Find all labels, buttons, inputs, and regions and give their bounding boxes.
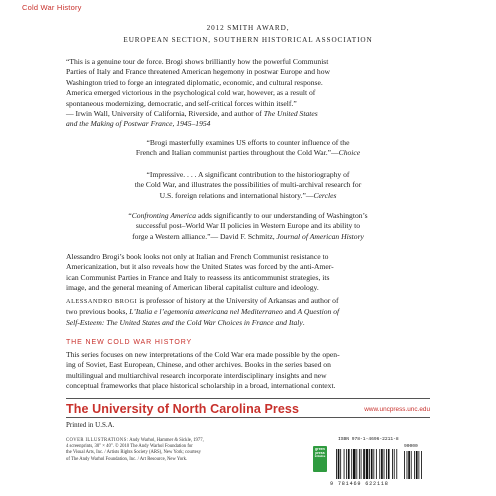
award-line-1: 2012 SMITH AWARD, [206, 24, 290, 32]
printed-in: Printed in U.S.A. [66, 421, 115, 429]
quote-line: Parties of Italy and France threatened American hegemony in postwar Europe and how [66, 67, 331, 77]
quote-line: U.S. foreign relations and international history.”— [159, 190, 314, 200]
quote-line: “This is a genuine tour de force. Brogi shows brilliantly how the powerful Communist [66, 57, 329, 66]
quote-line: the Cold War, and illustrates the possibilities of multi-archival research for [134, 180, 362, 190]
barcode-bar [411, 451, 412, 479]
barcode-bar [381, 449, 383, 479]
barcode-bar [361, 449, 362, 479]
green-press-logo-text [313, 447, 327, 460]
book-title: A Question of [297, 307, 340, 317]
barcode-bar [414, 451, 415, 479]
barcode-bar [359, 449, 360, 479]
quote-source: Journal of American History [276, 231, 364, 241]
quote-line: French and Italian communist parties throughout the Cold War.”— [135, 148, 339, 158]
barcode-bar [353, 449, 356, 479]
barcode-bar [366, 449, 369, 479]
review-quote-schmitz: “Confronting America adds significantly to our understanding of Washington’s successful post–World War II policies in Western Europe and its ability to forge a Western alliance.”— David F. Schmitz, Journal of American History [66, 211, 430, 242]
publisher-url[interactable]: www.uncpress.unc.edu [364, 406, 430, 413]
bio-line: is professor of history at the University of Arkansas and author of [137, 296, 339, 305]
barcode-bar [392, 449, 393, 479]
barcode-bar [384, 449, 385, 479]
cover-credits [66, 438, 302, 463]
description-line: image, and the general meaning of American liberal capitalist culture and ideology. [66, 283, 319, 293]
quote-line: America emerged victorious in the psychological cold war, however, as a result of [66, 88, 316, 98]
barcode-bar [369, 449, 370, 479]
series-line: multilingual and multiarchival research incorporate interdisciplinary insights and new [66, 370, 327, 380]
review-quote-wall [66, 57, 430, 130]
barcode-bar [396, 449, 397, 479]
barcode-bar [344, 449, 345, 479]
bio-line: . [302, 317, 305, 327]
attribution-title: and the Making of Postwar France, 1945–1954 [66, 119, 211, 129]
cover-label: COVER ILLUSTRATIONS: [66, 438, 129, 443]
logo-line: initiative [314, 455, 326, 459]
description-line: ican Communist Parties in France and Italy to reassess its anticommunist strategies, its [66, 272, 330, 282]
review-quote-cercles [66, 170, 430, 201]
series-tag: Cold War History [22, 3, 82, 12]
award-line-2: EUROPEAN SECTION, SOUTHERN HISTORICAL ASSOCIATION [123, 36, 373, 44]
book-description [66, 252, 430, 294]
cover-line: Andy Warhol, Hammer & Sickle, 1977, [128, 438, 204, 443]
cover-line: the Visual Arts, Inc. / Artists Rights Society (ARS), New York; courtesy [66, 450, 201, 456]
isbn-digits: 9 781469 622118 [330, 481, 389, 487]
barcode-bar [363, 449, 365, 479]
attribution-text: — Irwin Wall, University of California, Riverside, and author of [66, 109, 264, 119]
isbn-price-code: 90000 [404, 444, 418, 449]
cover-line: 4 screenprints, 30" × 40". © 2010 The Andy Warhol Foundation for [66, 444, 193, 450]
quote-line: adds significantly to our understanding of Washington’s [196, 211, 368, 220]
barcode-bar [407, 451, 408, 479]
book-title: Confronting America [131, 211, 197, 220]
barcode-bar [394, 449, 395, 479]
quote-source: Cercles [313, 190, 337, 200]
description-line: Alessandro Brogi’s book looks not only at Italian and French Communist resistance to [66, 252, 329, 261]
quote-line: spontaneous modernizing, democratic, and self-critical forces within itself.” [66, 98, 297, 108]
barcode-bar [346, 449, 347, 479]
divider-rule [66, 417, 430, 418]
quote-line: forge a Western alliance.”— David F. Schmitz, [132, 231, 277, 241]
quote-line: successful post–World War II policies in Western Europe and its ability to [135, 221, 361, 231]
series-heading: THE NEW COLD WAR HISTORY [66, 339, 193, 346]
author-bio [66, 296, 430, 328]
isbn-label: ISBN 978-1-4696-2211-8 [338, 437, 399, 442]
bio-line: and [282, 307, 298, 317]
logo-line: green [315, 447, 325, 451]
series-description [66, 350, 430, 392]
book-title: Self-Esteem: The United States and the Cold War Choices in France and Italy [66, 317, 303, 327]
barcode-bar [379, 449, 380, 479]
book-title: L’Italia e l’egemonia americana nel Mediterraneo [129, 307, 283, 317]
quote-line: “Brogi masterfully examines US efforts to counter influence of the [146, 138, 350, 147]
barcode-bar [421, 451, 422, 479]
barcode-bar [356, 449, 357, 479]
bio-line: two previous books, [66, 307, 130, 317]
cover-line: of The Andy Warhol Foundation, Inc. / Art Resource, New York. [66, 456, 188, 462]
divider-rule [66, 398, 430, 399]
barcode-bar [418, 451, 419, 479]
review-quote-choice [66, 138, 430, 159]
publisher-name: The University of North Carolina Press [66, 402, 300, 416]
quote-source: Choice [338, 148, 361, 158]
barcode-bar [408, 451, 410, 479]
barcode-bar [348, 449, 350, 479]
barcode-bar [371, 449, 373, 479]
barcode-bar [386, 449, 387, 479]
barcode-bar [338, 449, 340, 479]
barcode-bar [376, 449, 377, 479]
series-line: conceptual frameworks that place historical scholarship in a broad, international context. [66, 381, 336, 391]
barcode-bar [340, 449, 341, 479]
attribution-title: The United States [263, 109, 318, 119]
series-line: ing of Soviet, East European, Chinese, and other archives. Books in the series based on [66, 360, 331, 370]
barcode-bar [416, 451, 418, 479]
barcode-bar [336, 449, 337, 479]
barcode-bar [388, 449, 390, 479]
description-line: Americanization, but it also reveals how the United States was forced by the anti-Amer- [66, 262, 334, 272]
quote-attribution [66, 109, 430, 119]
barcode-bar [404, 451, 405, 479]
logo-line: press [315, 451, 325, 456]
barcode-bar [351, 449, 352, 479]
quote-line: “Impressive. . . . A significant contribution to the historiography of [146, 170, 350, 179]
quote-line: Washington tried to forge an integrated diplomatic, economic, and cultural response. [66, 77, 323, 87]
series-line: This series focuses on new interpretations of the Cold War era made possible by the open- [66, 350, 340, 359]
barcode-icon [336, 443, 430, 481]
barcode-bar [373, 449, 374, 479]
author-name: ALESSANDRO BROGI [66, 298, 138, 305]
